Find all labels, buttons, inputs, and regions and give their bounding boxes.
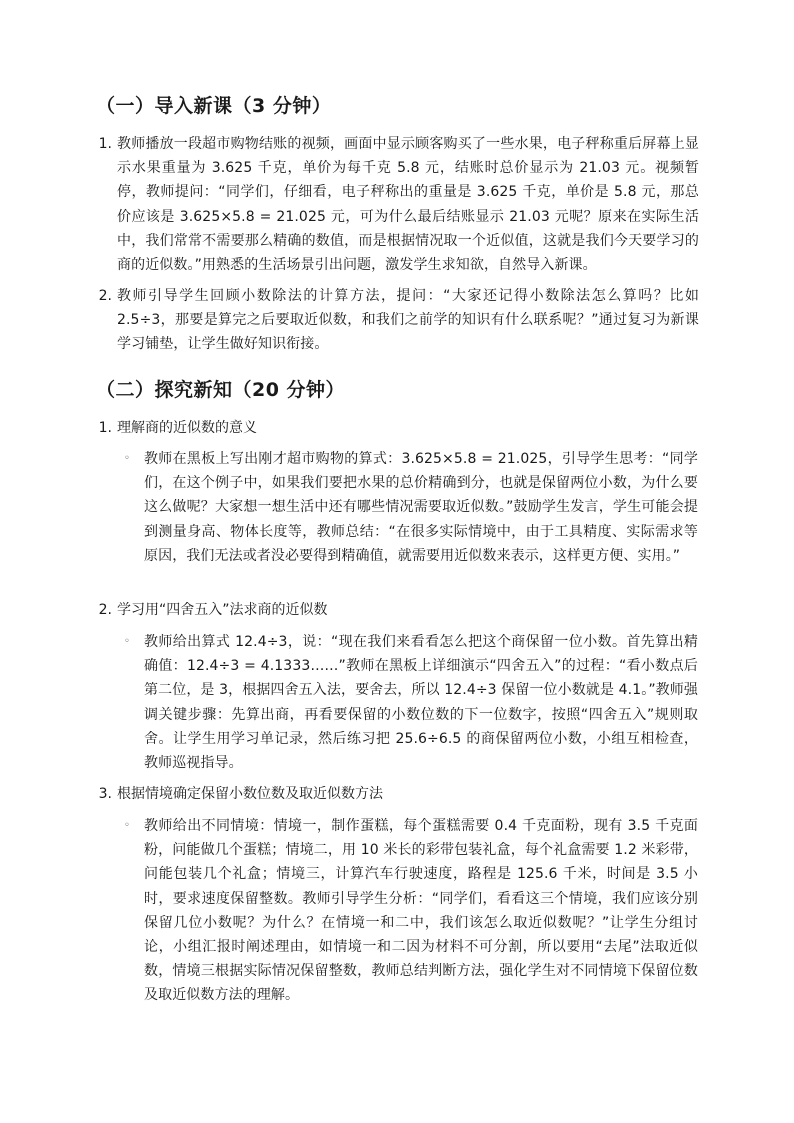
paragraph-context: 教师给出不同情境：情境一，制作蛋糕，每个蛋糕需要 0.4 千克面粉，现有 3.5 千克面粉，问能做几个蛋糕；情境二，用 10 米长的彩带包装礼盒，每个礼盒需要 1.2 米彩带，问能包装几个礼盒；情境三，计算汽车行驶速度，路程是 125.6 千米，时间是 3.5 小时，要求速度保留整数。教师引导学生分析：“同学们，看看这三个情境，我们应该分别保留几位小数呢？为什么？在情境一和二中，我们该怎么取近似数呢？”让学生分组讨论，小组汇报时阐述理由，如情境一和二因为材料不可分割，所以要用“去尾”法取近似数，情境三根据实际情况保留整数，教师总结判断方法，强化学生对不同情境下保留位数及取近似数方法的理解。 bbox=[144, 818, 698, 1004]
subheading-rounding: 学习用“四舍五入”法求商的近似数 bbox=[117, 602, 328, 618]
list-number: 2. bbox=[98, 602, 112, 618]
paragraph-review: 教师引导学生回顾小数除法的计算方法，提问：“大家还记得小数除法怎么算吗？比如 2.5÷3，那要是算完之后要取近似数，和我们之前学的知识有什么联系呢？”通过复习为新课学习铺垫，让学生做好知识衔接。 bbox=[117, 288, 699, 353]
paragraph-meaning: 教师在黑板上写出刚才超市购物的算式：3.625×5.8 = 21.025，引导学生思考：“同学们，在这个例子中，如果我们要把水果的总价精确到分，也就是保留两位小数，为什么要这么做呢？大家想一想生活中还有哪些情况需要取近似数。”鼓励学生发言，学生可能会提到测量身高、物体长度等，教师总结：“在很多实际情境中，由于工具精度、实际需求等原因，我们无法或者没必要得到精确值，就需要用近似数来表示，这样更方便、实用。” bbox=[144, 451, 698, 564]
list-number: 1. bbox=[98, 136, 112, 152]
section-title-explore: （二）探究新知（20 分钟） bbox=[96, 379, 346, 401]
paragraph-rounding: 教师给出算式 12.4÷3，说：“现在我们来看看怎么把这个商保留一位小数。首先算出精确值：12.4÷3 = 4.1333……”教师在黑板上详细演示“四舍五入”的过程：“看小数点后第二位，是 3，根据四舍五入法，要舍去，所以 12.4÷3 保留一位小数就是 4.1。”教师强调关键步骤：先算出商，再看要保留的小数位数的下一位数字，按照“四舍五入”规则取舍。让学生用学习单记录，然后练习把 25.6÷6.5 的商保留两位小数，小组互相检查，教师巡视指导。 bbox=[144, 634, 698, 772]
bullet-marker: ◦ bbox=[124, 636, 130, 647]
paragraph-video-intro: 教师播放一段超市购物结账的视频，画面中显示顾客购买了一些水果，电子秤称重后屏幕上显示水果重量为 3.625 千克，单价为每千克 5.8 元，结账时总价显示为 21.03 元。视频暂停，教师提问：“同学们，仔细看，电子秤称出的重量是 3.625 千克，单价是 5.8 元，那总价应该是 3.625×5.8 = 21.025 元，可为什么最后结账显示 21.03 元呢？原来在实际生活中，我们常常不需要那么精确的数值，而是根据情况取一个近似值，这就是我们今天要学习的商的近似数。”用熟悉的生活场景引出问题，激发学生求知欲，自然导入新课。 bbox=[117, 136, 699, 274]
bullet-marker: ◦ bbox=[124, 453, 130, 464]
list-number: 2. bbox=[98, 288, 112, 304]
bullet-marker: ◦ bbox=[124, 820, 130, 831]
list-number: 3. bbox=[98, 786, 112, 802]
subheading-context: 根据情境确定保留小数位数及取近似数方法 bbox=[117, 786, 383, 802]
subheading-meaning: 理解商的近似数的意义 bbox=[117, 420, 257, 436]
section-title-intro: （一）导入新课（3 分钟） bbox=[96, 95, 332, 117]
list-number: 1. bbox=[98, 420, 112, 436]
